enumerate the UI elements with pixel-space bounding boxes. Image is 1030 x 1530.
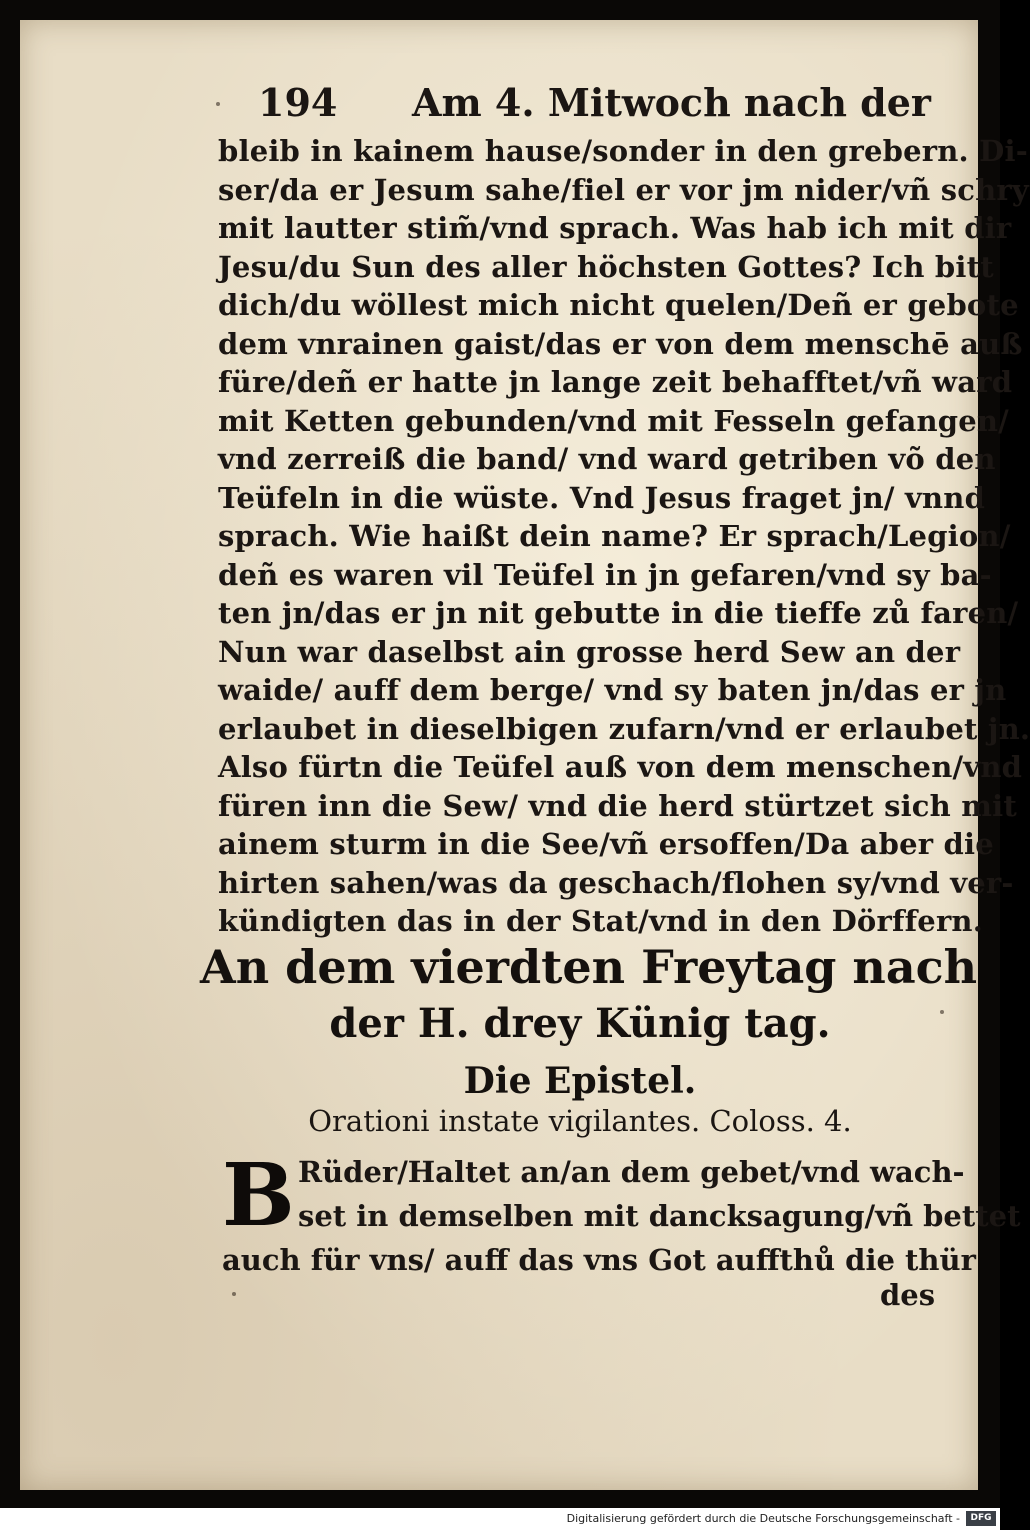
dfg-logo: DFG (966, 1511, 996, 1526)
text-line: Nun war daselbst ain grosse herd Sew an der (218, 634, 961, 669)
text-line: bleib in kainem hause/sonder in den grebern. Di- (218, 134, 1028, 168)
drop-initial: B (222, 1145, 295, 1246)
section-subheading: der H. drey Künig tag. (329, 1000, 831, 1047)
text-line: set in demselben mit dancksagung/vñ bettet (298, 1199, 1021, 1233)
text-line: hirten sahen/was da geschach/flohen sy/vnd ver- (218, 865, 1014, 900)
running-head (240, 80, 931, 140)
ink-speck (232, 1292, 236, 1296)
funding-credit: Digitalisierung gefördert durch die Deutsche Forschungsgemeinschaft - (566, 1512, 960, 1525)
text-line: kündigten das in der Stat/vnd in den Dörffern. (218, 904, 984, 938)
epistel-title: Die Epistel. (463, 1060, 697, 1102)
text-line: waide/ auff dem berge/ vnd sy baten jn/das er jn (218, 673, 1007, 707)
latin-citation: Orationi instate vigilantes. Coloss. 4. (308, 1104, 852, 1138)
text-line: mit Ketten gebunden/vnd mit Fesseln gefangen/ (218, 403, 1009, 438)
text-line: Also fürtn die Teüfel auß von dem menschen/vnd (218, 750, 1023, 784)
running-title: Am 4. Mitwoch nach der (412, 80, 931, 125)
text-line: auch für vns/ auff das vns Got auffthů die thür (222, 1243, 976, 1277)
text-line: vnd zerreiß die band/ vnd ward getriben võ den (218, 442, 996, 476)
text-line: sprach. Wie haißt dein name? Er sprach/Legion/ (218, 519, 1011, 553)
text-line: mit lautter stim̃/vnd sprach. Was hab ich mit dir (218, 211, 1012, 245)
text-line: ser/da er Jesum sahe/fiel er vor jm nider/vñ schry (218, 172, 1029, 207)
text-line: deñ es waren vil Teüfel in jn gefaren/vnd sy ba- (218, 557, 992, 592)
text-line: Jesu/du Sun des aller höchsten Gottes? Ich bitt (218, 249, 994, 284)
text-line: ten jn/das er jn nit gebutte in die tieffe zů faren/ (218, 596, 1019, 630)
body-text (218, 132, 1030, 941)
text-line: Rüder/Haltet an/an dem gebet/vnd wach- (298, 1155, 965, 1189)
text-line: dem vnrainen gaist/das er von dem menschē auß (218, 326, 1023, 361)
page-number: 194 (258, 80, 338, 125)
section-heading: An dem vierdten Freytag nach (200, 940, 978, 994)
footer-bar (0, 1508, 1000, 1530)
ink-speck (216, 102, 220, 106)
catchword: des (880, 1278, 936, 1312)
text-line: ainem sturm in die See/vñ ersoffen/Da aber die (218, 827, 994, 861)
text-line: füre/deñ er hatte jn lange zeit behafftet/vñ ward (218, 365, 1013, 399)
text-line: füren inn die Sew/ vnd die herd stürtzet sich mit (218, 788, 1017, 823)
text-line: erlaubet in dieselbigen zufarn/vnd er erlaubet jn. (218, 711, 1030, 746)
text-line: Teüfeln in die wüste. Vnd Jesus fraget jn/ vnnd (218, 480, 986, 515)
text-line: dich/du wöllest mich nicht quelen/Deñ er gebote (218, 288, 1019, 322)
epistle-text (222, 1145, 1021, 1282)
